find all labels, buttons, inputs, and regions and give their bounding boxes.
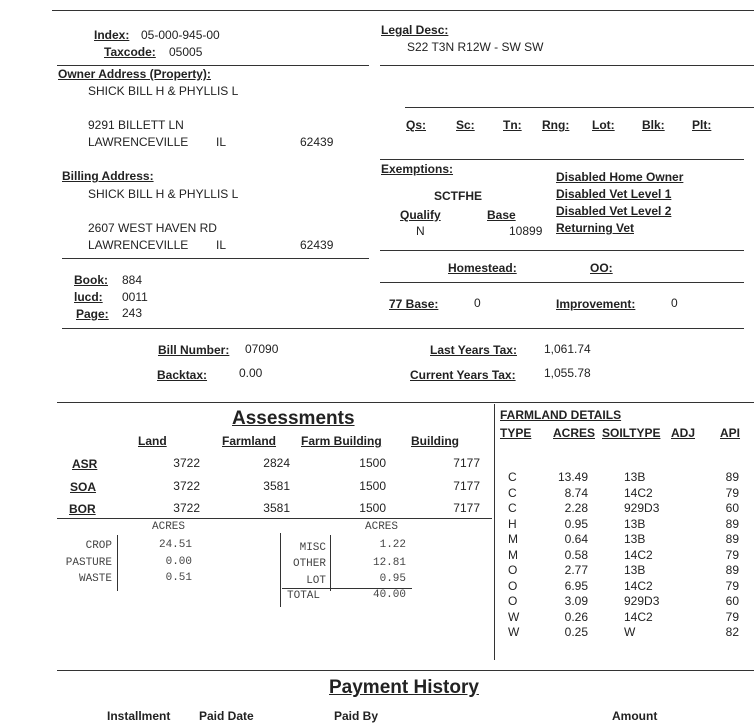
exemption-disabled-vet-2: Disabled Vet Level 2 xyxy=(556,204,672,218)
acres-cell: 0.58 xyxy=(564,547,588,562)
acres-right-divider xyxy=(330,535,331,591)
plt-label: Plt: xyxy=(692,118,712,132)
improvement-value: 0 xyxy=(671,296,678,310)
type-cell: C xyxy=(508,485,517,500)
page-label: Page: xyxy=(76,307,109,321)
other-value: 12.81 xyxy=(372,557,406,569)
farmland-value: 3581 xyxy=(263,479,290,493)
exemption-returning-vet: Returning Vet xyxy=(556,221,635,235)
lucd-value: 0011 xyxy=(122,290,148,304)
row-label: SOA xyxy=(70,480,97,494)
total-value: 40.00 xyxy=(372,589,406,601)
land-value: 3722 xyxy=(173,501,200,515)
current-years-tax-label: Current Years Tax: xyxy=(410,368,516,382)
farm-col-acres: ACRES xyxy=(553,426,596,440)
land-value: 3722 xyxy=(173,479,200,493)
lucd-label: lucd: xyxy=(74,290,103,304)
billing-rule xyxy=(62,258,369,259)
type-cell: H xyxy=(508,516,517,531)
soiltype-cell: 13B xyxy=(624,563,646,577)
sc-label: Sc: xyxy=(456,118,475,132)
billing-city: LAWRENCEVILLE xyxy=(88,238,189,252)
lot-acres-label: LOT xyxy=(306,575,326,587)
top-rule xyxy=(52,10,754,11)
api-cell: 89 xyxy=(725,563,739,577)
index-value: 05-000-945-00 xyxy=(141,28,220,42)
homestead-label: Homestead: xyxy=(448,261,517,275)
mid-rule xyxy=(380,159,744,160)
farm-building-value: 1500 xyxy=(359,456,386,470)
pay-col-paid-date: Paid Date xyxy=(199,709,254,723)
owner-name: SHICK BILL H & PHYLLIS L xyxy=(88,84,239,98)
type-cell: W xyxy=(508,625,520,639)
farmland-value: 2824 xyxy=(263,456,290,470)
api-cell: 89 xyxy=(725,470,739,484)
base77-label: 77 Base: xyxy=(389,297,439,311)
api-cell: 79 xyxy=(725,578,739,593)
owner-label: Owner Address (Property): xyxy=(58,67,211,81)
blk-label: Blk: xyxy=(642,118,665,132)
api-cell: 82 xyxy=(725,625,739,639)
owner-state: IL xyxy=(216,135,227,149)
pay-col-installment: Installment xyxy=(107,709,171,723)
acres-header-left: ACRES xyxy=(152,521,186,533)
acres-left-divider xyxy=(117,535,118,591)
owner-zip: 62439 xyxy=(300,135,334,149)
lot-label: Lot: xyxy=(592,118,615,132)
soiltype-cell: W xyxy=(624,625,636,639)
improvement-label: Improvement: xyxy=(556,297,636,311)
col-farm-building: Farm Building xyxy=(301,434,382,448)
building-value: 7177 xyxy=(453,456,480,470)
tn-label: Tn: xyxy=(503,118,522,132)
legal-rule xyxy=(380,65,754,66)
oo-label: OO: xyxy=(590,261,613,275)
misc-value: 1.22 xyxy=(379,539,406,551)
assess-rule xyxy=(57,402,754,403)
pasture-label: PASTURE xyxy=(65,557,112,569)
rng-label: Rng: xyxy=(542,118,570,132)
acres-cell: 13.49 xyxy=(557,470,588,484)
acres-cell: 6.95 xyxy=(564,578,588,593)
api-cell: 79 xyxy=(725,547,739,562)
type-cell: W xyxy=(508,609,520,624)
billing-zip: 62439 xyxy=(300,238,334,252)
building-value: 7177 xyxy=(453,501,480,515)
land-value: 3722 xyxy=(173,456,200,470)
acres-cell: 0.95 xyxy=(564,516,588,531)
acres-rule xyxy=(57,518,492,519)
other-label: OTHER xyxy=(292,558,326,570)
row-label: ASR xyxy=(72,457,98,471)
type-cell: M xyxy=(508,532,518,546)
api-cell: 60 xyxy=(725,501,739,515)
backtax-label: Backtax: xyxy=(157,368,208,382)
farm-col-api: API xyxy=(720,426,741,440)
qualify-value: N xyxy=(416,224,425,238)
api-cell: 60 xyxy=(725,594,739,608)
soiltype-cell: 13B xyxy=(624,470,646,484)
soiltype-cell: 929D3 xyxy=(624,594,660,608)
type-cell: O xyxy=(508,563,518,577)
farmland-divider xyxy=(494,404,495,660)
soiltype-cell: 14C2 xyxy=(624,547,653,562)
type-cell: C xyxy=(508,501,517,515)
type-cell: O xyxy=(508,594,518,608)
waste-label: WASTE xyxy=(78,573,112,585)
last-years-tax-label: Last Years Tax: xyxy=(430,343,517,357)
billing-state: IL xyxy=(216,238,227,252)
farmland-value: 3581 xyxy=(263,501,290,515)
soiltype-cell: 14C2 xyxy=(624,485,653,500)
taxcode-label: Taxcode: xyxy=(104,45,156,59)
crop-value: 24.51 xyxy=(158,539,192,551)
soiltype-cell: 14C2 xyxy=(624,578,653,593)
lot-acres-value: 0.95 xyxy=(379,573,406,585)
type-cell: C xyxy=(508,470,517,484)
assessments-title: Assessments xyxy=(232,408,355,429)
owner-rule xyxy=(57,65,369,66)
base77-value: 0 xyxy=(474,296,481,310)
acres-cell: 3.09 xyxy=(564,594,588,608)
soiltype-cell: 14C2 xyxy=(624,609,653,624)
owner-street: 9291 BILLETT LN xyxy=(88,118,184,132)
farm-col-soiltype: SOILTYPE xyxy=(602,426,661,440)
soiltype-cell: 13B xyxy=(624,516,646,531)
soiltype-cell: 929D3 xyxy=(624,501,660,515)
legal-cols-rule xyxy=(405,107,754,108)
acres-header-right: ACRES xyxy=(365,521,399,533)
farm-building-value: 1500 xyxy=(359,501,386,515)
misc-label: MISC xyxy=(299,542,326,554)
col-land: Land xyxy=(138,434,167,448)
homestead-rule-top xyxy=(380,250,744,251)
exemption-disabled-vet-1: Disabled Vet Level 1 xyxy=(556,187,672,201)
type-cell: O xyxy=(508,578,518,593)
pay-col-amount: Amount xyxy=(612,709,658,723)
api-cell: 79 xyxy=(725,609,739,624)
backtax-value: 0.00 xyxy=(239,366,263,380)
book-value: 884 xyxy=(122,273,143,287)
api-cell: 79 xyxy=(725,485,739,500)
building-value: 7177 xyxy=(453,479,480,493)
col-farmland: Farmland xyxy=(222,434,277,448)
bill-number-label: Bill Number: xyxy=(158,343,230,357)
qualify-label: Qualify xyxy=(400,208,441,222)
payment-history-title: Payment History xyxy=(329,677,479,698)
acres-cell: 2.28 xyxy=(564,501,588,515)
legal-desc-value: S22 T3N R12W - SW SW xyxy=(407,40,544,54)
crop-label: CROP xyxy=(85,540,112,552)
acres-cell: 8.74 xyxy=(564,485,588,500)
waste-value: 0.51 xyxy=(165,572,192,584)
bill-number-value: 07090 xyxy=(245,342,279,356)
row-label: BOR xyxy=(69,502,96,516)
taxcode-value: 05005 xyxy=(169,45,203,59)
pay-col-paid-by: Paid By xyxy=(334,709,379,723)
payment-rule xyxy=(57,670,754,671)
total-label: TOTAL xyxy=(287,590,321,602)
homestead-rule-bottom xyxy=(380,282,744,283)
acres-cell: 0.64 xyxy=(564,532,588,546)
farm-building-value: 1500 xyxy=(359,479,386,493)
acres-cell: 2.77 xyxy=(564,563,588,577)
pasture-value: 0.00 xyxy=(165,556,192,568)
book-label: Book: xyxy=(74,273,108,287)
base-value: 10899 xyxy=(509,224,543,238)
bill-rule xyxy=(62,328,744,329)
type-cell: M xyxy=(508,547,518,562)
owner-city: LAWRENCEVILLE xyxy=(88,135,189,149)
sctfhe-label: SCTFHE xyxy=(434,189,482,203)
api-cell: 89 xyxy=(725,532,739,546)
page-value: 243 xyxy=(122,306,143,320)
last-years-tax-value: 1,061.74 xyxy=(544,342,591,356)
soiltype-cell: 13B xyxy=(624,532,646,546)
farmland-title: FARMLAND DETAILS xyxy=(500,408,622,422)
billing-street: 2607 WEST HAVEN RD xyxy=(88,221,217,235)
legal-desc-label: Legal Desc: xyxy=(381,23,449,37)
col-building: Building xyxy=(411,434,459,448)
acres-cell: 0.26 xyxy=(564,609,588,624)
acres-cell: 0.25 xyxy=(564,625,588,639)
billing-label: Billing Address: xyxy=(62,169,154,183)
qs-label: Qs: xyxy=(406,118,427,132)
farm-col-adj: ADJ xyxy=(671,426,696,440)
current-years-tax-value: 1,055.78 xyxy=(544,366,591,380)
exemption-disabled-home-owner: Disabled Home Owner xyxy=(556,170,684,184)
api-cell: 89 xyxy=(725,516,739,531)
index-label: Index: xyxy=(94,28,130,42)
billing-name: SHICK BILL H & PHYLLIS L xyxy=(88,187,239,201)
exemptions-label: Exemptions: xyxy=(381,162,454,176)
farm-col-type: TYPE xyxy=(500,426,532,440)
base-label: Base xyxy=(487,208,516,222)
